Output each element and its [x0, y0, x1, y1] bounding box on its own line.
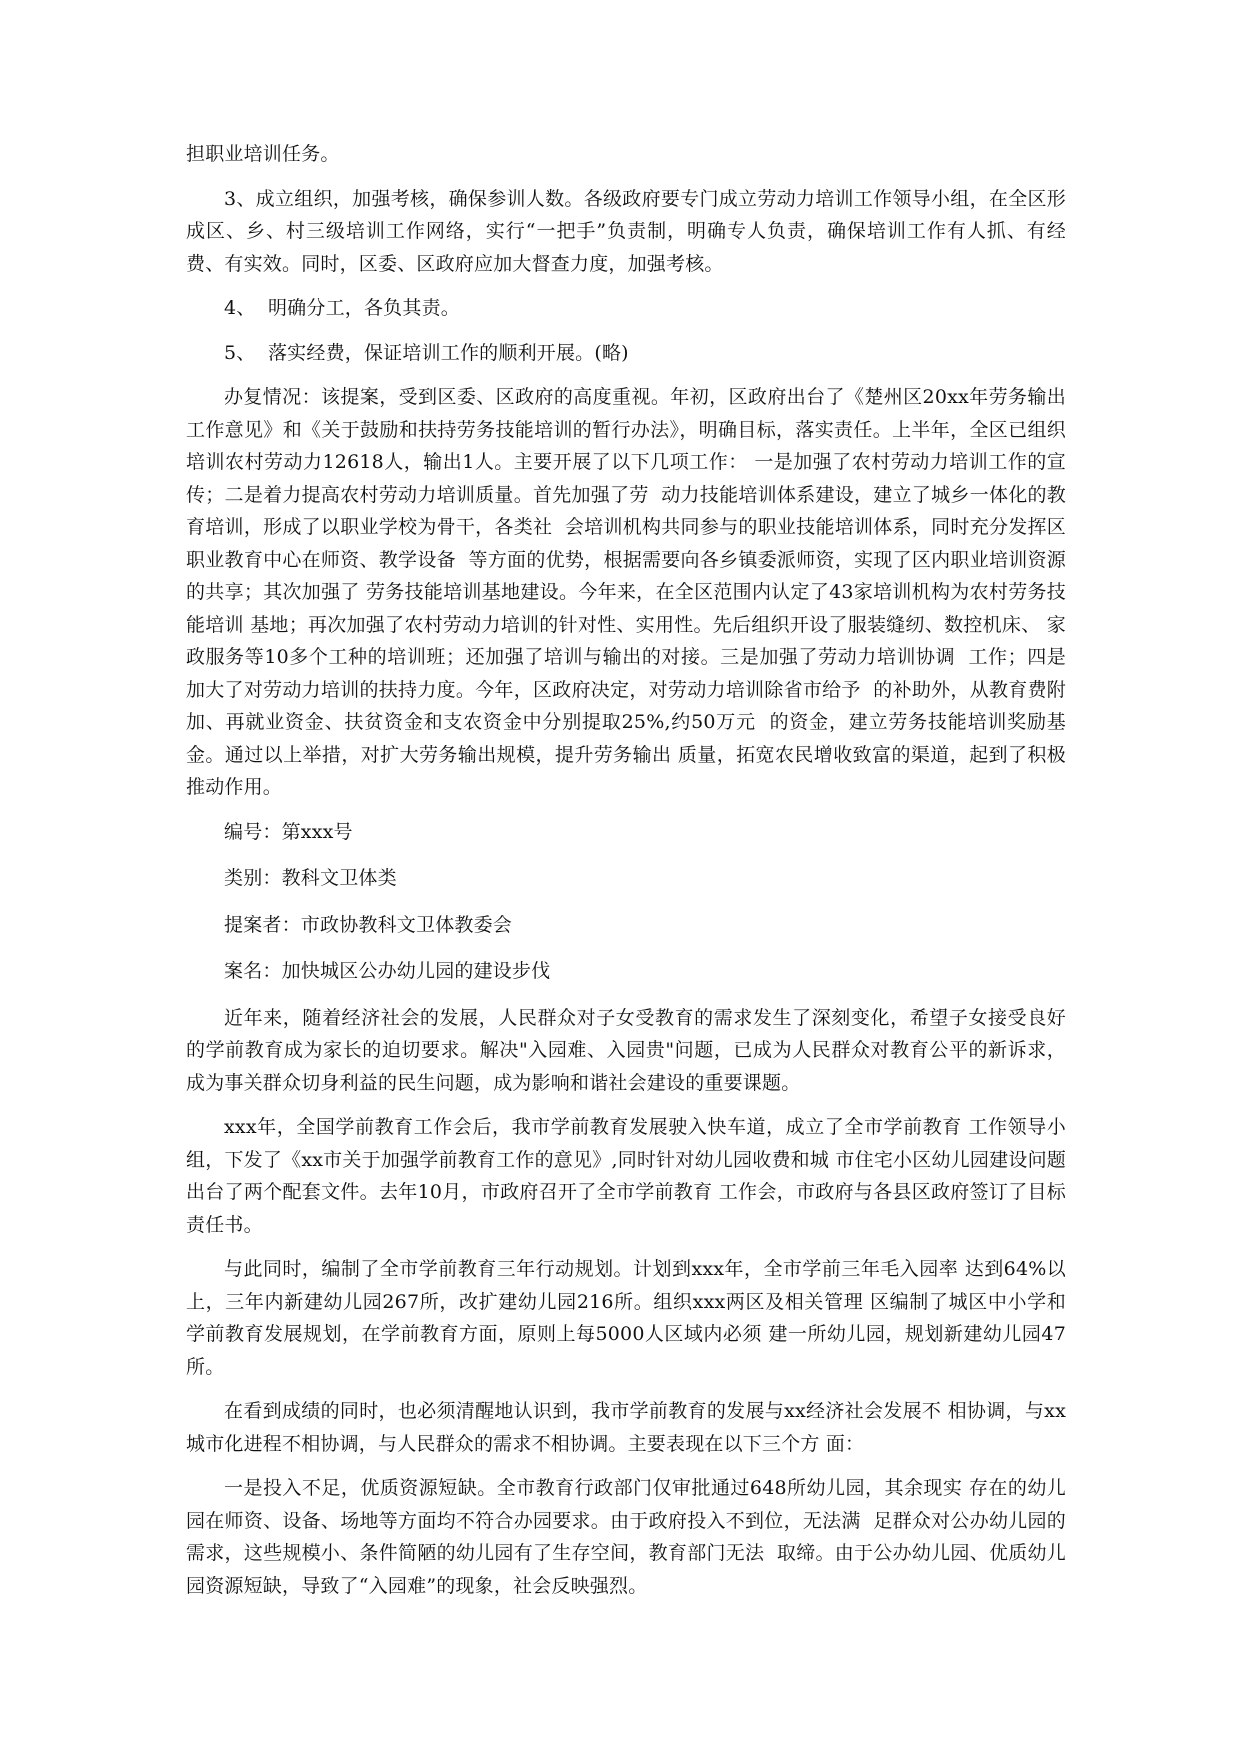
paragraph-item-3: 3、成立组织，加强考核，确保参训人数。各级政府要专门成立劳动力培训工作领导小组，在全区形成区、乡、村三级培训工作网络，实行“一把手”负责制，明确专人负责，确保培训工作有人抓、有经费、有实效。同时，区委、区政府应加大督查力度，加强考核。 [186, 187, 1066, 275]
paragraph-continuation: 担职业培训任务。 [186, 143, 340, 165]
paragraph-progress: xxx年，全国学前教育工作会后，我市学前教育发展驶入快车道，成立了全市学前教育 工作领导小组，下发了《xx市关于加强学前教育工作的意见》,同时针对幼儿园收费和城 市住宅小区幼儿园建设问题出台了两个配套文件。去年10月，市政府召开了全市学前教育 工作会，市政府与各县区政府签订了目标责任书。 [186, 1116, 1066, 1236]
proposal-title: 案名：加快城区公办幼儿园的建设步伐 [224, 960, 551, 982]
paragraph-problems-intro: 在看到成绩的同时，也必须清醒地认识到，我市学前教育的发展与xx经济社会发展不 相协调，与xx城市化进程不相协调，与人民群众的需求不相协调。主要表现在以下三个方 面： [186, 1400, 1066, 1455]
paragraph-item-5: 5、 落实经费，保证培训工作的顺利开展。(略) [224, 341, 629, 364]
paragraph-handling-status: 办复情况：该提案，受到区委、区政府的高度重视。年初，区政府出台了《楚州区20xx年劳务输出工作意见》和《关于鼓励和扶持劳务技能培训的暂行办法》，明确目标，落实责任。上半年，全区已组织培训农村劳动力12618人，输出1人。主要开展了以下几项工作： 一是加强了农村劳动力培训工作的宣传；二是着力提高农村劳动力培训质量。首先加强了劳 动力技能培训体系建设，建立了城乡一体化的教育培训，形成了以职业学校为骨干，各类社 会培训机构共同参与的职业技能培训体系，同时充分发挥区职业教育中心在师资、教学设备 等方面的优势，根据需要向各乡镇委派师资，实现了区内职业培训资源的共享；其次加强了 劳务技能培训基地建设。今年来，在全区范围内认定了43家培训机构为农村劳务技能培训 基地；再次加强了农村劳动力培训的针对性、实用性。先后组织开设了服装缝纫、数控机床、 家政服务等10多个工种的培训班；还加强了培训与输出的对接。三是加强了劳动力培训协调 工作；四是加大了对劳动力培训的扶持力度。今年，区政府决定，对劳动力培训除省市给予 的补助外，从教育费附加、再就业资金、扶贫资金和支农资金中分别提取25%,约50万元 的资金，建立劳务技能培训奖励基金。通过以上举措，对扩大劳务输出规模，提升劳务输出 质量，拓宽农民增收致富的渠道，起到了积极推动作用。 [186, 386, 1066, 798]
proposal-number: 编号：第xxx号 [224, 820, 353, 843]
proposal-author: 提案者：市政协教科文卫体教委会 [224, 913, 513, 936]
paragraph-problem-1: 一是投入不足，优质资源短缺。全市教育行政部门仅审批通过648所幼儿园，其余现实 存在的幼儿园在师资、设备、场地等方面均不符合办园要求。由于政府投入不到位，无法满 足群众对公办幼儿园的需求，这些规模小、条件简陋的幼儿园有了生存空间，教育部门无法 取缔。由于公办幼儿园、优质幼儿园资源短缺，导致了“入园难”的现象，社会反映强烈。 [186, 1477, 1066, 1597]
proposal-category: 类别：教科文卫体类 [224, 867, 397, 889]
paragraph-planning: 与此同时，编制了全市学前教育三年行动规划。计划到xxx年，全市学前三年毛入园率 达到64%以上，三年内新建幼儿园267所，改扩建幼儿园216所。组织xxx两区及相关管理 区编制了城区中小学和学前教育发展规划，在学前教育方面，原则上每5000人区域内必须 建一所幼儿园，规划新建幼儿园47所。 [186, 1258, 1066, 1378]
paragraph-background: 近年来，随着经济社会的发展，人民群众对子女受教育的需求发生了深刻变化，希望子女接受良好的学前教育成为家长的迫切要求。解决"入园难、入园贵"问题，已成为人民群众对教育公平的新诉求，成为事关群众切身利益的民生问题，成为影响和谐社会建设的重要课题。 [186, 1006, 1066, 1094]
paragraph-item-4: 4、 明确分工，各负其责。 [224, 297, 460, 319]
document-page [186, 138, 1066, 1614]
